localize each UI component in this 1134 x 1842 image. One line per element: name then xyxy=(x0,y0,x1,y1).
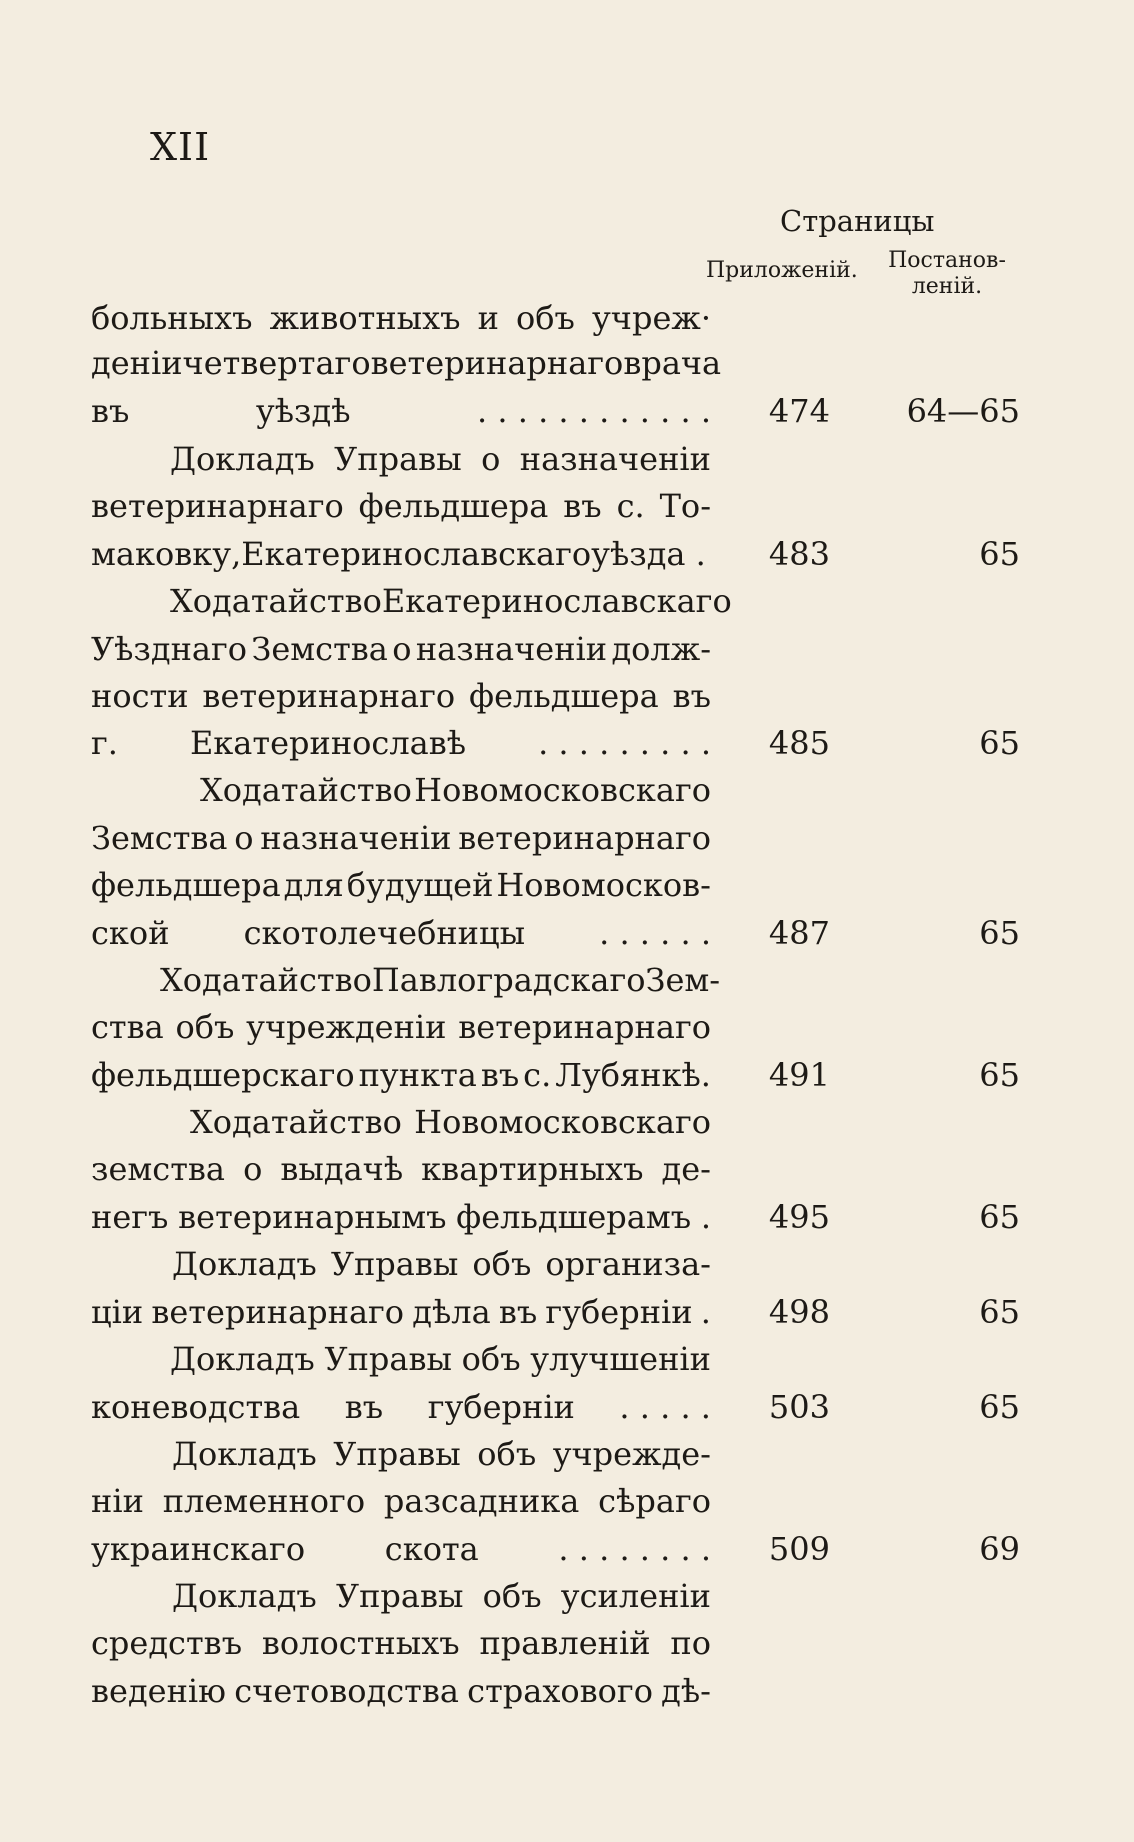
appendix-page-number: 503 xyxy=(768,1388,830,1426)
word: уѣздѣ xyxy=(255,392,351,430)
word: о xyxy=(234,819,254,857)
word: Зем- xyxy=(645,961,721,999)
line-text xyxy=(200,767,711,814)
word: дѣла xyxy=(412,1293,491,1331)
resolution-page-number: 65 xyxy=(979,1293,1020,1331)
word: уѣзда . xyxy=(591,535,706,573)
word: въ xyxy=(344,1388,384,1426)
word: . xyxy=(700,1293,711,1331)
appendix-page-number: 483 xyxy=(768,535,830,573)
word: объ xyxy=(461,1340,521,1378)
word: ціи xyxy=(91,1293,144,1331)
word: Новомосковскаго xyxy=(414,1103,711,1141)
word: негъ xyxy=(91,1198,169,1236)
word: маковку, xyxy=(91,535,242,573)
word: учрежде- xyxy=(552,1435,711,1473)
word: и xyxy=(477,299,499,337)
text-line xyxy=(0,340,1134,387)
appendix-page-number: 474 xyxy=(768,392,830,430)
word: объ xyxy=(482,1577,542,1615)
word: о xyxy=(243,1150,263,1188)
word: для xyxy=(283,866,344,904)
word: фельдшера xyxy=(91,866,281,904)
word: Управы xyxy=(324,1340,452,1378)
word: Ходатайство xyxy=(160,961,372,999)
line-text xyxy=(170,1336,711,1383)
word: Докладъ xyxy=(170,1340,315,1378)
line-text xyxy=(91,815,711,862)
resolution-page-number: 65 xyxy=(979,1198,1020,1236)
appendix-page-number: 495 xyxy=(768,1198,830,1236)
line-text xyxy=(190,1099,711,1146)
word: счетоводства xyxy=(234,1672,459,1710)
word: учрежденіи xyxy=(246,1008,447,1046)
text-line xyxy=(0,957,1134,1004)
word: . xyxy=(700,1198,711,1236)
line-text xyxy=(91,1620,711,1667)
word: о xyxy=(481,440,501,478)
resolution-page-number: 65 xyxy=(979,1056,1020,1094)
resolutions-header-line-1: Постанов- xyxy=(888,248,1006,273)
word: фельдшера xyxy=(358,487,549,525)
text-line xyxy=(0,1241,1134,1288)
word: ветеринарнаго xyxy=(370,344,624,382)
resolution-page-number: 65 xyxy=(979,914,1020,952)
resolutions-header-line-2: леній. xyxy=(911,274,983,299)
word: Докладъ xyxy=(172,1577,317,1615)
word: фельдшерамъ xyxy=(456,1198,692,1236)
word: . . . . . xyxy=(619,1388,711,1426)
word: будущей xyxy=(346,866,494,904)
text-line xyxy=(0,1478,1134,1525)
line-text xyxy=(91,295,711,342)
resolution-page-number: 65 xyxy=(979,535,1020,573)
text-line xyxy=(0,1336,1134,1383)
resolution-page-number: 64—65 xyxy=(906,392,1020,430)
line-text xyxy=(91,1384,711,1431)
text-line xyxy=(0,436,1134,483)
line-text xyxy=(91,1004,711,1051)
text-line xyxy=(0,1573,1134,1620)
line-text xyxy=(91,388,711,435)
text-line xyxy=(0,1194,1134,1241)
text-line xyxy=(0,1004,1134,1051)
text-line xyxy=(0,1384,1134,1431)
word: волостныхъ xyxy=(261,1624,460,1662)
word: учреж· xyxy=(591,299,711,337)
line-text xyxy=(91,1526,711,1573)
line-text xyxy=(172,1241,711,1288)
word: Ходатайство xyxy=(190,1103,402,1141)
word: Новомосковскаго xyxy=(414,771,711,809)
word: де- xyxy=(661,1150,711,1188)
word: Лубянкѣ. xyxy=(555,1056,711,1094)
word: Уѣзднаго xyxy=(91,630,248,668)
text-line xyxy=(0,295,1134,342)
line-text xyxy=(170,578,732,625)
word: ветеринарнаго xyxy=(202,677,456,715)
word: губерніи xyxy=(427,1388,575,1426)
word: Управы xyxy=(335,1577,464,1615)
word: страхового xyxy=(467,1672,653,1710)
resolutions-column-header xyxy=(882,248,1012,300)
word: объ xyxy=(472,1245,532,1283)
word: земства xyxy=(91,1150,225,1188)
appendix-page-number: 485 xyxy=(768,724,830,762)
line-text xyxy=(91,626,711,673)
line-text xyxy=(91,1289,711,1336)
word: . . . . . . . . xyxy=(558,1530,711,1568)
word: больныхъ xyxy=(91,299,253,337)
text-line xyxy=(0,767,1134,814)
word: дѣ- xyxy=(661,1672,711,1710)
word: ства xyxy=(91,1008,164,1046)
word: ніи xyxy=(91,1482,144,1520)
word: въ xyxy=(480,1056,520,1094)
word: ской xyxy=(91,914,170,952)
line-text xyxy=(160,957,721,1004)
line-text xyxy=(91,1668,711,1715)
line-text xyxy=(91,1478,711,1525)
word: въ xyxy=(91,392,130,430)
word: усиленіи xyxy=(560,1577,711,1615)
word: . . . . . . . . . . . . xyxy=(477,392,711,430)
line-text xyxy=(91,1052,711,1099)
word: Екатеринославскаго xyxy=(381,582,732,620)
resolution-page-number: 69 xyxy=(979,1530,1020,1568)
word: врача xyxy=(623,344,722,382)
word: улучшеніи xyxy=(530,1340,711,1378)
word: фельдшера xyxy=(469,677,659,715)
word: средствъ xyxy=(91,1624,243,1662)
word: Докладъ xyxy=(170,440,315,478)
word: ветеринарнаго xyxy=(458,1008,711,1046)
line-text xyxy=(91,483,711,530)
word: украинскаго xyxy=(91,1530,306,1568)
word: Екатеринославскаго xyxy=(241,535,592,573)
word: Земства xyxy=(91,819,228,857)
text-line xyxy=(0,1099,1134,1146)
text-line xyxy=(0,483,1134,530)
word: четвертаго xyxy=(182,344,371,382)
word: . . . . . . xyxy=(599,914,711,952)
word: Управы xyxy=(330,1245,459,1283)
word: объ xyxy=(175,1008,235,1046)
appendix-page-number: 487 xyxy=(768,914,830,952)
text-line xyxy=(0,1620,1134,1667)
text-line xyxy=(0,626,1134,673)
word: ности xyxy=(91,677,189,715)
line-text xyxy=(91,862,711,909)
word: ветеринарнаго xyxy=(458,819,711,857)
word: Докладъ xyxy=(172,1435,317,1473)
word: То- xyxy=(659,487,711,525)
text-line xyxy=(0,1052,1134,1099)
word: Павлоградскаго xyxy=(371,961,646,999)
word: въ xyxy=(672,677,711,715)
word: деніи xyxy=(91,344,183,382)
word: Земства xyxy=(251,630,388,668)
text-line xyxy=(0,531,1134,578)
word: пункта xyxy=(358,1056,477,1094)
word: квартирныхъ xyxy=(421,1150,644,1188)
word: сѣраго xyxy=(598,1482,711,1520)
line-text xyxy=(172,1573,711,1620)
word: Управы xyxy=(334,440,462,478)
line-text xyxy=(91,340,722,387)
line-text xyxy=(170,436,711,483)
line-text xyxy=(172,1431,711,1478)
text-line xyxy=(0,388,1134,435)
word: объ xyxy=(477,1435,537,1473)
word: . . . . . . . . . xyxy=(538,724,711,762)
word: фельдшерскаго xyxy=(91,1056,355,1094)
word: скота xyxy=(384,1530,479,1568)
word: скотолечебницы xyxy=(243,914,526,952)
word: Екатеринославѣ xyxy=(189,724,467,762)
text-line xyxy=(0,673,1134,720)
word: веденію xyxy=(91,1672,227,1710)
line-text xyxy=(91,531,706,578)
word: Новомосков- xyxy=(496,866,711,904)
word: назначеніи xyxy=(519,440,711,478)
line-text xyxy=(91,1146,711,1193)
word: Докладъ xyxy=(172,1245,317,1283)
line-text xyxy=(91,673,711,720)
line-text xyxy=(91,910,711,957)
text-line xyxy=(0,910,1134,957)
word: племенного xyxy=(162,1482,366,1520)
line-text xyxy=(91,720,711,767)
word: выдачѣ xyxy=(280,1150,404,1188)
word: ветеринарнаго xyxy=(151,1293,405,1331)
word: о xyxy=(392,630,412,668)
word: губерніи xyxy=(545,1293,693,1331)
resolution-page-number: 65 xyxy=(979,1388,1020,1426)
word: назначеніи xyxy=(260,819,452,857)
word: въ xyxy=(498,1293,538,1331)
text-line xyxy=(0,1146,1134,1193)
word: коневодства xyxy=(91,1388,301,1426)
text-line xyxy=(0,578,1134,625)
text-line xyxy=(0,1431,1134,1478)
line-text xyxy=(91,1194,711,1241)
word: организа- xyxy=(545,1245,711,1283)
word: животныхъ xyxy=(269,299,461,337)
page-number: XII xyxy=(150,125,211,169)
pages-column-title: Страницы xyxy=(780,204,935,238)
word: Ходатайство xyxy=(170,582,382,620)
word: разсадника xyxy=(383,1482,580,1520)
word: долж- xyxy=(611,630,711,668)
word: г. xyxy=(91,724,118,762)
appendices-column-header: Приложеній. xyxy=(706,258,858,283)
word: с. xyxy=(523,1056,552,1094)
resolution-page-number: 65 xyxy=(979,724,1020,762)
text-line xyxy=(0,1289,1134,1336)
word: назначеніи xyxy=(415,630,608,668)
appendix-page-number: 509 xyxy=(768,1530,830,1568)
word: правленій xyxy=(479,1624,651,1662)
text-line xyxy=(0,1668,1134,1715)
appendix-page-number: 498 xyxy=(768,1293,830,1331)
appendix-page-number: 491 xyxy=(768,1056,830,1094)
word: Ходатайство xyxy=(200,771,412,809)
text-line xyxy=(0,862,1134,909)
word: по xyxy=(670,1624,711,1662)
word: въ xyxy=(563,487,602,525)
word: ветеринарнаго xyxy=(91,487,344,525)
word: объ xyxy=(516,299,575,337)
text-line xyxy=(0,720,1134,767)
text-line xyxy=(0,815,1134,862)
word: Управы xyxy=(333,1435,461,1473)
word: с. xyxy=(616,487,645,525)
word: ветеринарнымъ xyxy=(178,1198,447,1236)
text-line xyxy=(0,1526,1134,1573)
